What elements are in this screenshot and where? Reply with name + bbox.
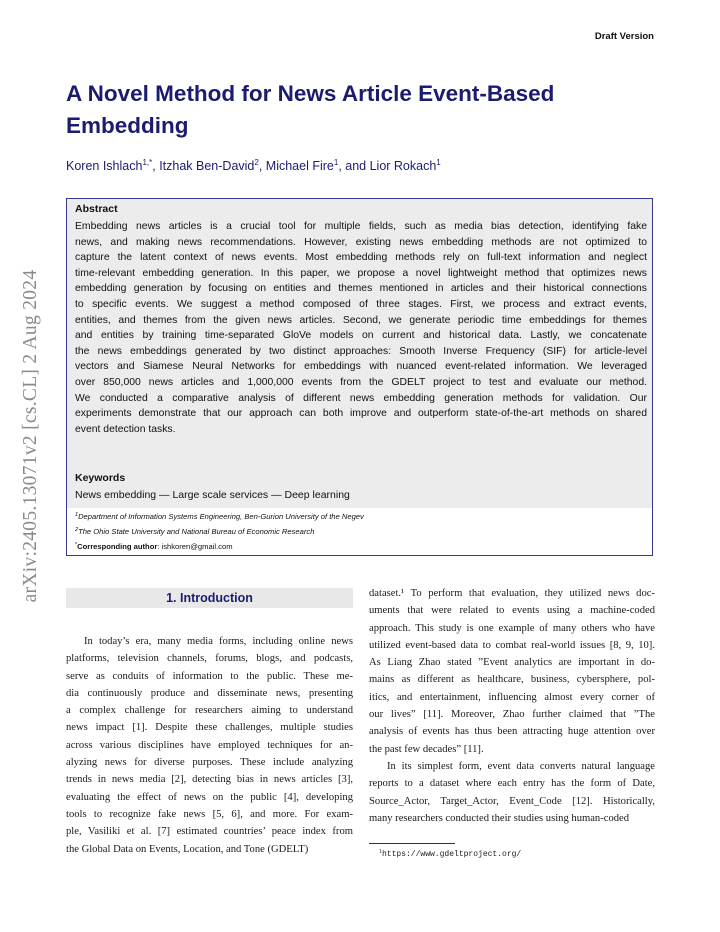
author-list: Koren Ishlach$^{1,*}$, Itzhak Ben-David$^2$, Michael Fire$^1$, and Lior Rokach$^1$ [66, 158, 441, 173]
author-mark: 1,* [142, 158, 153, 167]
text-line: Source_Actor, Target_Actor, Event_Code [12]. Historically, [369, 795, 655, 807]
text-line: a complex challenge for researchers aiming to understand [66, 705, 353, 717]
section-heading: 1. Introduction [66, 588, 353, 608]
paper-title: A Novel Method for News Article Event-Based Embedding [66, 81, 555, 138]
text-line: over 850,000 news articles and 1,000,000 events from the GDELT project to test and evaluate our method. [75, 376, 647, 388]
footnote: $^1$https://www.gdeltproject.org/ [379, 849, 522, 859]
text-line: evaluating the effect of news on the public [4], developing [66, 791, 353, 803]
right-column-text [369, 585, 655, 827]
text-line: time-relevant embedding generation. In this paper, we propose a novel lightweight method that optimizes news [75, 267, 647, 279]
text-line: platforms, television channels, forums, blogs, and podcasts, [66, 653, 353, 665]
corresponding-author: *Corresponding author: ishkoren@gmail.com [75, 542, 233, 551]
left-column-text [66, 633, 353, 858]
author-name: Itzhak Ben-David [159, 159, 255, 173]
text-line: vectors and Siamese Neural Networks for embeddings with nuanced event-related information. We leveraged [75, 361, 647, 373]
footnote-url[interactable]: https://www.gdeltproject.org/ [382, 850, 522, 859]
text-line: the Global Data on Events, Location, and Tone (GDELT) [66, 843, 309, 855]
text-line: embedding generation by focusing on entities and themes mentioned in articles and their historical connections [75, 283, 647, 295]
text-line: itics, and entertainment, influencing almost every corner of [369, 691, 655, 703]
text-line: to specific events. We suggest a method composed of three stages. First, we process and extract events, [75, 298, 647, 310]
text-line: In today’s era, many media forms, including online news [84, 636, 353, 647]
author-mark: 1 [333, 158, 339, 167]
text-line: capture the latent context of news events. Most embedding methods rely on full-text information and neglect [75, 252, 647, 264]
text-line: In its simplest form, event data converts natural language [387, 760, 655, 772]
text-line: alyzing news for diverse purposes. These include analyzing [66, 757, 353, 769]
arxiv-identifier[interactable]: arXiv:2405.13071v2 [cs.CL] 2 Aug 2024 [20, 269, 41, 603]
abstract-text [75, 219, 647, 437]
keywords-text: News embedding — Large scale services — Deep learning [75, 489, 350, 501]
text-line: experiments demonstrate that our approach can both improve and outperform state-of-the-art methods on shared [75, 408, 647, 420]
abstract-box [66, 198, 653, 556]
author-name: Lior Rokach [369, 159, 437, 173]
text-line: dia continuously produce and disseminate news, presenting [66, 687, 353, 699]
text-line: analysis of events has thus been attracting huge attention over [369, 726, 655, 738]
author-mark: 2 [254, 158, 259, 167]
affiliation-2: $^2$The Ohio State University and National Bureau of Economic Research [75, 527, 315, 536]
draft-version-label: Draft Version [594, 31, 654, 42]
text-line: many researchers conducted their studies using human-coded [369, 812, 630, 824]
keywords-heading: Keywords [75, 472, 126, 484]
text-line: As Liang Zhao stated ”Event analytics are important in do- [369, 657, 655, 669]
author-mark: 1 [436, 158, 441, 167]
text-line: dataset.¹ To perform that evaluation, they utilized news doc- [369, 588, 655, 599]
text-line: uments that were related to events using a machine-coded [369, 605, 655, 617]
footnote-rule [369, 843, 455, 844]
text-line: serve as conduits of information to the public. These me- [66, 670, 353, 682]
text-line: across various disciplines have employed techniques for an- [66, 739, 353, 751]
text-line: entities, and themes from the given news articles. Second, we generate periodic time embeddings for themes [75, 314, 647, 326]
author-name: Michael Fire [265, 159, 334, 173]
text-line: tools to recognize fake news [5, 6], and more. For exam- [66, 808, 353, 820]
text-line: the past few decades” [11]. [369, 743, 484, 755]
text-line: We conducted a comparative analysis of different news embedding generation methods for validation. Our [75, 392, 647, 404]
affiliation-1: $^1$Department of Information Systems Engineering, Ben-Gurion University of the Negev [75, 512, 364, 521]
text-line: approach. This study is one example of many others who have [369, 622, 655, 634]
arxiv-side-stamp [6, 236, 56, 636]
text-line: event detection tasks. [75, 423, 176, 435]
text-line: mains as different as healthcare, business, cybersphere, pol- [369, 674, 655, 686]
text-line: the news embeddings generated by two distinct approaches: Smooth Inverse Frequency (SIF) for article-level [75, 345, 647, 357]
text-line: and entities by training time-separated GloVe models on current and historical data. Lastly, we concatenate [75, 330, 647, 342]
text-line: trends in news media [2], detecting bias in news articles [3], [66, 774, 353, 786]
text-line: Embedding news articles is a crucial tool for multiple fields, such as media bias detection, identifying fake [75, 221, 647, 232]
author-name: Koren Ishlach [66, 159, 143, 173]
abstract-heading: Abstract [75, 203, 118, 215]
text-line: news impact [1]. Despite these challenges, multiple studies [66, 722, 353, 734]
text-line: ple, Vasiliki et al. [7] estimated countries’ peace index from [66, 826, 353, 838]
text-line: reports to a dataset where each entry has the form of Date, [369, 778, 655, 790]
text-line: utilized event-based data to combat real-world issues [8, 9, 10]. [369, 639, 655, 651]
text-line: news, and making news recommendations. However, existing news embedding methods are not optimized to [75, 236, 647, 248]
text-line: our lives” [11]. Moreover, Zhao further claimed that ”The [369, 709, 655, 721]
corresponding-email[interactable]: : ishkoren@gmail.com [157, 542, 233, 551]
